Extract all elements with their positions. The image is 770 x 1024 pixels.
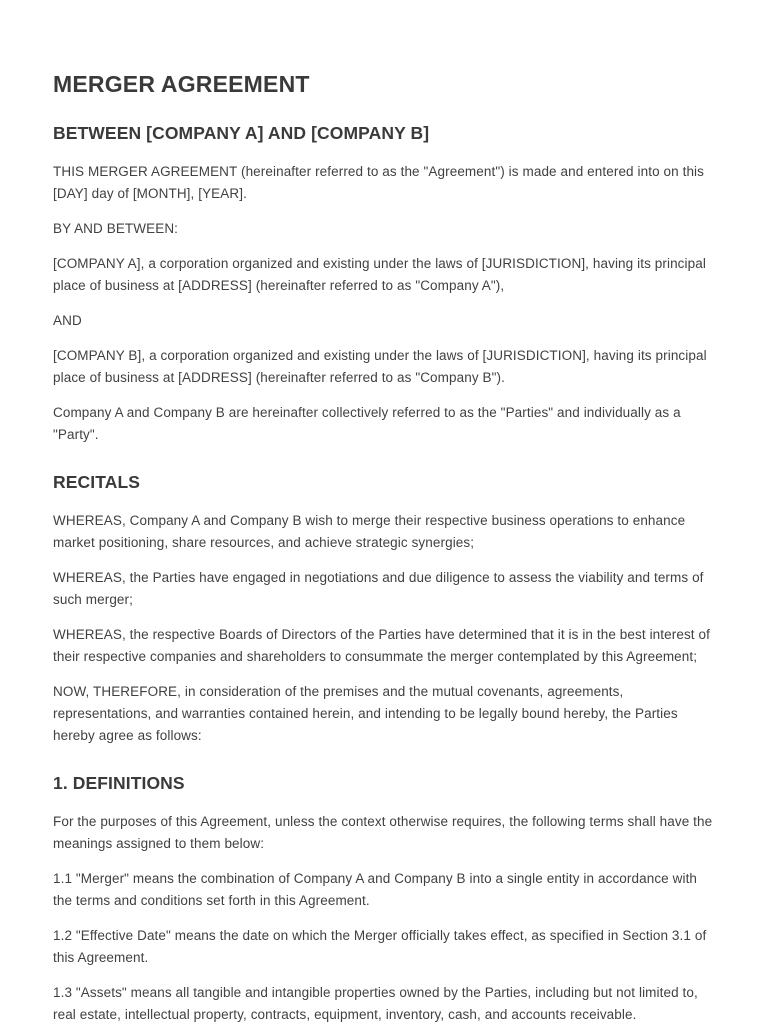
preamble-paragraph: [COMPANY A], a corporation organized and existing under the laws of [JURISDICTION], having its principal place of business at [ADDRESS] (hereinafter referred to as "Company A"),	[53, 256, 706, 294]
preamble-paragraph: AND	[53, 313, 82, 329]
document-title: MERGER AGREEMENT	[53, 71, 310, 97]
recitals-paragraph: WHEREAS, Company A and Company B wish to merge their respective business operations to enhance market positioning, share resources, and achieve strategic synergies;	[53, 513, 686, 551]
definitions-paragraph: 1.1 "Merger" means the combination of Company A and Company B into a single entity in accordance with the terms and conditions set forth in this Agreement.	[53, 871, 698, 909]
definitions-paragraph: 1.3 "Assets" means all tangible and intangible properties owned by the Parties, including but not limited to, real estate, intellectual property, contracts, equipment, inventory, cash, and accounts receivable.	[53, 985, 698, 1023]
definitions-paragraph: 1.2 "Effective Date" means the date on which the Merger officially takes effect, as specified in Section 3.1 of this Agreement.	[53, 928, 707, 966]
definitions-paragraph: For the purposes of this Agreement, unless the context otherwise requires, the following terms shall have the meanings assigned to them below:	[53, 814, 713, 852]
preamble-paragraph: BY AND BETWEEN:	[53, 221, 179, 237]
recitals-heading: RECITALS	[53, 472, 141, 493]
preamble-paragraph: Company A and Company B are hereinafter collectively referred to as the "Parties" and individually as a "Party".	[53, 405, 681, 443]
preamble-paragraph: THIS MERGER AGREEMENT (hereinafter referred to as the "Agreement") is made and entered into on this [DAY] day of [MONTH], [YEAR].	[53, 164, 705, 202]
document-subtitle: BETWEEN [COMPANY A] AND [COMPANY B]	[53, 123, 430, 144]
definitions-heading: 1. DEFINITIONS	[53, 773, 185, 794]
recitals-paragraph: WHEREAS, the Parties have engaged in negotiations and due diligence to assess the viability and terms of such merger;	[53, 570, 704, 608]
recitals-paragraph: WHEREAS, the respective Boards of Directors of the Parties have determined that it is in the best interest of their respective companies and shareholders to consummate the merger contemplated by this Agreement;	[53, 627, 710, 665]
recitals-paragraph: NOW, THEREFORE, in consideration of the premises and the mutual covenants, agreements, representations, and warranties contained herein, and intending to be legally bound hereby, the Parties hereby agree as follows:	[53, 684, 678, 744]
preamble-paragraph: [COMPANY B], a corporation organized and existing under the laws of [JURISDICTION], having its principal place of business at [ADDRESS] (hereinafter referred to as "Company B").	[53, 348, 707, 386]
